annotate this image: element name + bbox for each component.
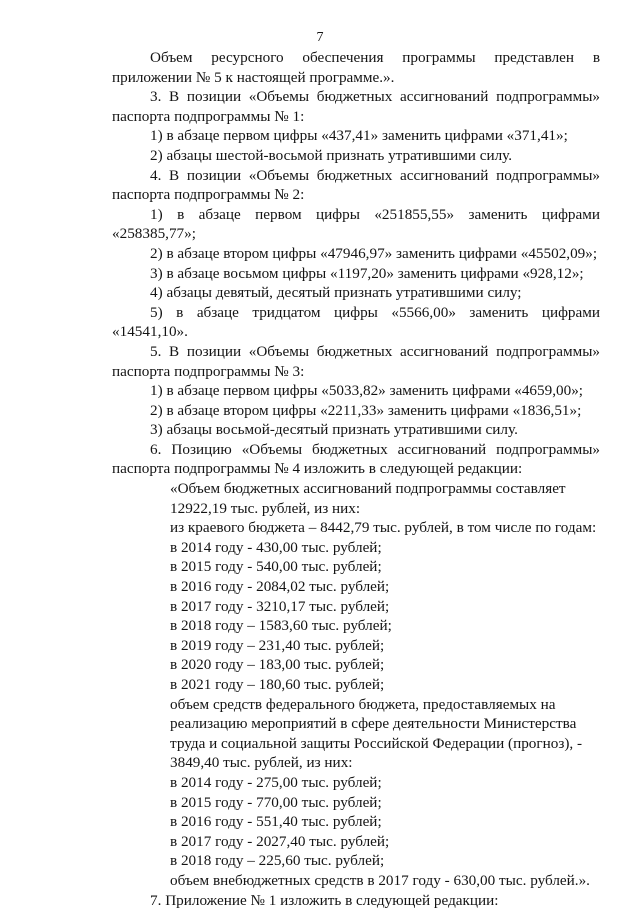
paragraph-item-5-3: 3) абзацы восьмой-десятый признать утратившими силу. [150, 421, 518, 439]
paragraph-item-7: 7. Приложение № 1 изложить в следующей редакции: [150, 891, 499, 909]
quote-line: в 2017 году - 2027,40 тыс. рублей; [170, 832, 390, 850]
quote-line: «Объем бюджетных ассигнований подпрограммы составляет [170, 480, 566, 498]
quote-line: в 2015 году - 770,00 тыс. рублей; [170, 793, 382, 811]
page-number: 7 [316, 30, 324, 45]
paragraph-item-5-1: 1) в абзаце первом цифры «5033,82» заменить цифрами «4659,00»; [150, 382, 584, 400]
paragraph-item-5: 5. В позиции «Объемы бюджетных ассигнований подпрограммы» паспорта подпрограммы № 3: [112, 342, 600, 380]
quote-line: в 2014 году - 275,00 тыс. рублей; [170, 773, 382, 791]
paragraph-item-6: 6. Позицию «Объемы бюджетных ассигнований подпрограммы» паспорта подпрограммы № 4 изложить в следующей редакции: [112, 440, 600, 478]
paragraph-item-5-2: 2) в абзаце втором цифры «2211,33» заменить цифрами «1836,51»; [150, 401, 582, 419]
quote-line: реализацию мероприятий в сфере деятельности Министерства [170, 715, 577, 733]
quote-line: 3849,40 тыс. рублей, из них: [170, 754, 353, 772]
quote-line: в 2020 году – 183,00 тыс. рублей; [170, 656, 385, 674]
paragraph-item-4-4: 4) абзацы девятый, десятый признать утратившими силу; [150, 284, 522, 302]
paragraph-resource-provision: Объем ресурсного обеспечения программы представлен в приложении № 5 к настоящей программе.». [112, 49, 600, 86]
paragraph-item-4-3: 3) в абзаце восьмом цифры «1197,20» заменить цифрами «928,12»; [150, 264, 584, 282]
quote-line: в 2015 году - 540,00 тыс. рублей; [170, 558, 382, 576]
document-body [112, 48, 600, 910]
paragraph-item-4: 4. В позиции «Объемы бюджетных ассигнований подпрограммы» паспорта подпрограммы № 2: [112, 166, 600, 204]
quote-line: из краевого бюджета – 8442,79 тыс. рублей, в том числе по годам: [170, 519, 597, 537]
paragraph-item-4-1: 1) в абзаце первом цифры «251855,55» заменить цифрами «258385,77»; [112, 205, 600, 243]
paragraph-item-3: 3. В позиции «Объемы бюджетных ассигнований подпрограммы» паспорта подпрограммы № 1: [112, 88, 600, 125]
quote-line: в 2017 году - 3210,17 тыс. рублей; [170, 597, 390, 615]
quote-line: в 2021 году – 180,60 тыс. рублей; [170, 676, 385, 693]
quote-line: в 2018 году – 225,60 тыс. рублей; [170, 852, 385, 870]
quote-line: в 2018 году – 1583,60 тыс. рублей; [170, 617, 392, 635]
quote-line: объем средств федерального бюджета, предоставляемых на [170, 695, 556, 713]
paragraph-item-4-5: 5) в абзаце тридцатом цифры «5566,00» заменить цифрами «14541,10». [112, 303, 600, 341]
quote-line: в 2016 году - 2084,02 тыс. рублей; [170, 578, 390, 596]
quote-line: в 2014 году - 430,00 тыс. рублей; [170, 538, 382, 556]
quoted-new-text [112, 479, 600, 890]
quote-line: труда и социальной защиты Российской Федерации (прогноз), - [170, 734, 583, 752]
quote-line: в 2019 году – 231,40 тыс. рублей; [170, 636, 385, 654]
paragraph-item-3-1: 1) в абзаце первом цифры «437,41» заменить цифрами «371,41»; [150, 127, 568, 145]
paragraph-item-3-2: 2) абзацы шестой-восьмой признать утратившими силу. [150, 146, 513, 164]
quote-line: объем внебюджетных средств в 2017 году - 630,00 тыс. рублей.». [170, 871, 590, 889]
paragraph-item-4-2: 2) в абзаце втором цифры «47946,97» заменить цифрами «45502,09»; [150, 244, 598, 262]
quote-line: в 2016 году - 551,40 тыс. рублей; [170, 813, 382, 831]
quote-line: 12922,19 тыс. рублей, из них: [170, 499, 361, 517]
